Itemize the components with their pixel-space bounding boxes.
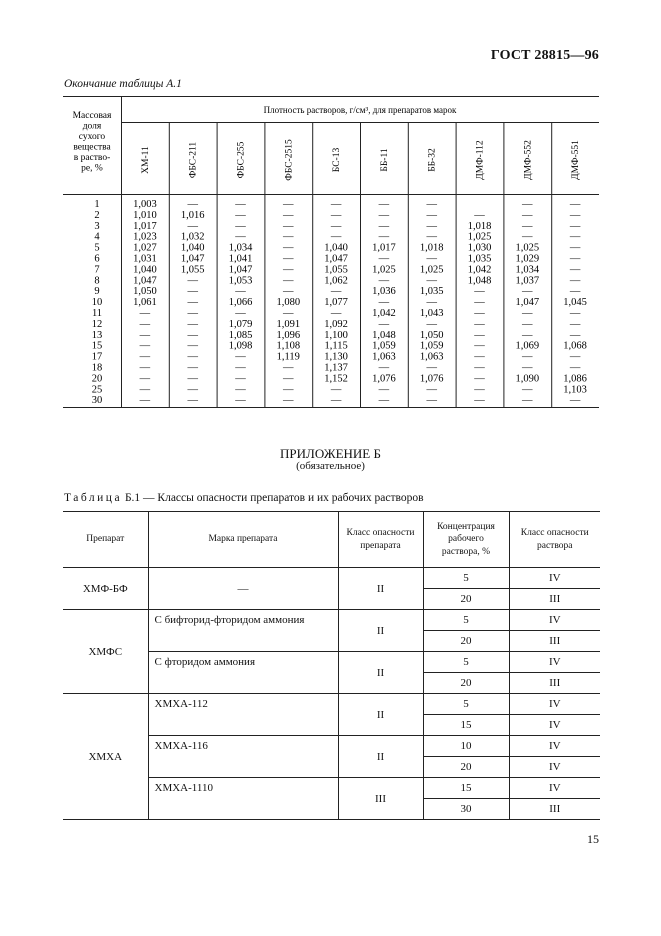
table-a1-value-cell: — xyxy=(187,199,198,210)
table-a1-value-cell: — xyxy=(569,253,581,265)
table-a1-value-cell: — xyxy=(378,220,390,232)
table-a1-concentration-cell: 30 xyxy=(91,395,103,407)
table-a1-value-cell: 1,023 xyxy=(133,231,157,243)
table-a1-value-cell: — xyxy=(283,264,294,276)
table-a1-value-cell: 1,055 xyxy=(180,264,205,276)
class-prep-cell: III xyxy=(338,778,423,820)
table-a1-value-cell: 1,036 xyxy=(372,286,396,298)
table-a1-concentration-cell: 13 xyxy=(91,329,103,341)
class-solution-cell: IV xyxy=(509,715,600,736)
table-a1-value-cell: 1,130 xyxy=(324,351,348,363)
class-solution-cell: III xyxy=(509,799,600,820)
table-a1-value-cell: — xyxy=(283,209,294,221)
table-a1-concentration-cell: 25 xyxy=(91,384,103,396)
table-a1-value-cell: — xyxy=(139,329,151,341)
table-a1-value-cell: 1,063 xyxy=(372,351,396,363)
table-a1-value-cell: — xyxy=(330,231,342,243)
table-a1-column-header: ДМФ-551 xyxy=(571,140,582,180)
table-a1-value-cell: 1,025 xyxy=(372,264,396,276)
table-row xyxy=(63,568,600,589)
table-a1-value-cell: 1,041 xyxy=(228,253,253,265)
table-a1-value-cell: — xyxy=(474,373,485,385)
table-a1-value-cell: — xyxy=(330,286,342,298)
table-a1-value-cell: — xyxy=(474,340,485,352)
table-a1-value-cell: — xyxy=(187,340,198,352)
table-a1-value-cell: — xyxy=(187,220,198,232)
table-a1-value-cell: — xyxy=(283,275,294,287)
table-a1-value-cell: — xyxy=(474,318,485,330)
table-a1-value-cell: — xyxy=(235,286,246,298)
table-a1-caption: Окончание таблицы А.1 xyxy=(64,78,182,90)
preparation-cell: ХМФ-БФ xyxy=(63,568,148,610)
table-a1-value-cell: — xyxy=(187,395,198,407)
table-a1-value-cell: 1,077 xyxy=(324,297,348,309)
table-a1-value-cell: — xyxy=(426,275,437,287)
table-a1-value-cell: — xyxy=(569,209,581,221)
table-a1-value-cell: 1,035 xyxy=(419,286,444,298)
table-a1-value-cell: 1,092 xyxy=(324,318,348,330)
table-a1-value-cell: — xyxy=(569,395,581,407)
table-b1-caption-text: Б.1 — Классы опасности препаратов и их рабочих растворов xyxy=(124,492,424,504)
header-preparation: Препарат xyxy=(63,512,148,568)
class-solution-cell: IV xyxy=(509,757,600,778)
table-a1-value-cell: 1,035 xyxy=(467,253,492,265)
table-a1-value-cell: 1,031 xyxy=(133,253,157,265)
table-a1-value-cell: — xyxy=(187,286,198,298)
table-b1-caption-prefix: Таблица xyxy=(64,492,123,504)
table-row xyxy=(63,610,600,631)
concentration-cell: 30 xyxy=(423,799,509,820)
table-a1-value-cell: 1,059 xyxy=(419,340,444,352)
table-a1-value-cell: — xyxy=(330,209,342,221)
table-a1-value-cell: 1,103 xyxy=(563,384,587,396)
concentration-cell: 5 xyxy=(423,652,509,673)
class-solution-cell: III xyxy=(509,631,600,652)
table-a1-value-cell: 1,062 xyxy=(324,275,348,287)
table-a1-value-cell: 1,040 xyxy=(180,242,205,254)
class-prep-cell: II xyxy=(338,736,423,778)
table-a1-concentration-cell: 15 xyxy=(91,340,103,352)
table-a1-value-cell: 1,061 xyxy=(133,297,157,309)
table-a1-value-cell: — xyxy=(569,308,581,319)
concentration-cell: 5 xyxy=(423,568,509,589)
table-a1-value-cell: 1,025 xyxy=(467,231,492,243)
table-a1-value-cell: 1,018 xyxy=(467,220,492,232)
table-a1-value-cell: 1,048 xyxy=(467,275,492,287)
table-a1-value-cell: — xyxy=(187,373,198,385)
table-a1-value-cell: 1,096 xyxy=(276,329,301,341)
brand-cell: ХМХА-1110 xyxy=(148,778,338,820)
appendix-title: ПРИЛОЖЕНИЕ Б xyxy=(280,446,381,461)
table-a1-value-cell: — xyxy=(139,384,151,396)
table-a1-column-header: ФБС-255 xyxy=(236,141,247,179)
table-a1-row-header-line: Массовая xyxy=(72,111,112,121)
table-a1-value-cell: — xyxy=(235,373,246,385)
table-a1-value-cell: — xyxy=(569,318,581,330)
brand-cell: С фторидом аммония xyxy=(148,652,338,694)
table-a1-value-cell: — xyxy=(569,351,581,363)
table-a1-value-cell: — xyxy=(569,329,581,341)
table-a1-column-header: ББ-11 xyxy=(379,148,390,172)
table-a1-value-cell: — xyxy=(187,329,198,341)
table-a1-concentration-cell: 4 xyxy=(94,231,100,243)
table-a1-value-cell: 1,086 xyxy=(563,373,587,385)
table-a1-value-cell: 1,040 xyxy=(133,264,157,276)
table-a1-value-cell: 1,076 xyxy=(419,373,444,385)
class-solution-cell: III xyxy=(509,589,600,610)
table-a1-value-cell: — xyxy=(522,209,533,221)
table-a1-row-header-line: в раство- xyxy=(73,153,111,163)
table-a1 xyxy=(63,96,599,408)
table-a1-value-cell: 1,090 xyxy=(515,373,540,385)
class-solution-cell: IV xyxy=(509,652,600,673)
table-a1-value-cell: 1,029 xyxy=(515,253,540,265)
table-a1-value-cell: — xyxy=(522,231,533,243)
brand-cell: ХМХА-116 xyxy=(148,736,338,778)
table-a1-value-cell: — xyxy=(187,384,198,396)
table-a1-value-cell: 1,066 xyxy=(228,297,253,309)
table-a1-value-cell: — xyxy=(235,220,246,232)
table-a1-value-cell: — xyxy=(378,362,390,374)
table-a1-value-cell: 1,137 xyxy=(324,362,348,374)
preparation-cell: ХМХА xyxy=(63,694,148,820)
class-prep-cell: II xyxy=(338,568,423,610)
header-class-prep: Класс опасности препарата xyxy=(338,512,423,568)
table-a1-value-cell: — xyxy=(426,209,437,221)
table-a1-value-cell: 1,048 xyxy=(372,329,396,341)
table-a1-value-cell: — xyxy=(378,199,390,210)
brand-cell: — xyxy=(148,568,338,610)
class-prep-cell: II xyxy=(338,610,423,652)
table-a1-value-cell: 1,055 xyxy=(324,264,348,276)
table-a1-value-cell: — xyxy=(522,362,533,374)
table-a1-value-cell: 1,069 xyxy=(515,340,540,352)
table-a1-value-cell: — xyxy=(330,308,342,319)
concentration-cell: 20 xyxy=(423,589,509,610)
table-a1-value-cell: 1,063 xyxy=(419,351,444,363)
table-a1-value-cell: 1,034 xyxy=(515,264,540,276)
table-a1-value-cell: — xyxy=(474,297,485,309)
table-a1-value-cell: 1,030 xyxy=(467,242,492,254)
table-a1-value-cell: 1,115 xyxy=(324,340,348,352)
table-a1-value-cell: 1,037 xyxy=(515,275,540,287)
table-a1-value-cell: — xyxy=(283,308,294,319)
table-a1-column-header: ББ-32 xyxy=(427,148,438,172)
table-a1-concentration-cell: 5 xyxy=(94,242,100,254)
table-a1-concentration-cell: 20 xyxy=(91,373,103,385)
table-a1-value-cell: 1,047 xyxy=(324,253,348,265)
table-a1-value-cell: — xyxy=(474,209,485,221)
class-solution-cell: IV xyxy=(509,694,600,715)
header-brand: Марка препарата xyxy=(148,512,338,568)
preparation-cell: ХМФС xyxy=(63,610,148,694)
table-a1-value-cell: — xyxy=(187,308,198,319)
table-a1-value-cell: 1,042 xyxy=(467,264,492,276)
table-a1-concentration-cell: 9 xyxy=(94,286,100,298)
table-a1-value-cell: — xyxy=(330,395,342,407)
table-a1-value-cell: — xyxy=(378,231,390,243)
table-a1-value-cell: — xyxy=(283,220,294,232)
table-a1-value-cell: — xyxy=(378,253,390,265)
table-a1-value-cell: 1,068 xyxy=(563,340,587,352)
table-a1-value-cell: — xyxy=(474,308,485,319)
table-a1-value-cell: 1,043 xyxy=(419,308,444,319)
table-a1-column-header: ФБС-2515 xyxy=(284,139,295,181)
concentration-cell: 5 xyxy=(423,610,509,631)
table-a1-column-header: ФБС-211 xyxy=(188,141,199,179)
table-a1-value-cell: 1,018 xyxy=(419,242,444,254)
table-a1-value-cell: — xyxy=(283,242,294,254)
table-a1-concentration-cell: 2 xyxy=(94,209,100,221)
table-a1-value-cell: — xyxy=(139,395,151,407)
table-a1-concentration-cell: 8 xyxy=(94,275,100,287)
table-a1-concentration-cell: 17 xyxy=(91,351,103,363)
table-b1 xyxy=(63,511,600,820)
table-a1-value-cell: — xyxy=(378,209,390,221)
table-a1-value-cell: — xyxy=(139,340,151,352)
table-a1-concentration-cell: 12 xyxy=(91,318,103,330)
table-row xyxy=(63,694,600,715)
table-b1-caption xyxy=(64,492,424,504)
table-a1-value-cell: — xyxy=(426,220,437,232)
table-a1-value-cell: 1,100 xyxy=(324,329,348,341)
table-a1-value-cell: — xyxy=(330,199,342,210)
table-a1-value-cell: — xyxy=(378,297,390,309)
page-number: 15 xyxy=(587,832,599,846)
class-prep-cell: II xyxy=(338,652,423,694)
table-a1-group-header: Плотность растворов, г/см³, для препаратов марок xyxy=(263,105,457,115)
table-a1-value-cell: — xyxy=(187,362,198,374)
table-a1-value-cell: 1,059 xyxy=(372,340,396,352)
table-a1-concentration-cell: 18 xyxy=(91,362,103,374)
concentration-cell: 15 xyxy=(423,715,509,736)
brand-cell: С бифторид-фторидом аммония xyxy=(148,610,338,652)
table-a1-value-cell: 1,027 xyxy=(133,242,157,254)
table-a1-value-cell: 1,047 xyxy=(133,275,157,287)
table-a1-value-cell: 1,047 xyxy=(515,297,540,309)
concentration-cell: 15 xyxy=(423,778,509,799)
table-a1-value-cell: — xyxy=(569,362,581,374)
table-a1-value-cell: 1,040 xyxy=(324,242,348,254)
table-a1-value-cell: — xyxy=(426,384,437,396)
class-solution-cell: IV xyxy=(509,736,600,757)
table-a1-value-cell: — xyxy=(139,373,151,385)
table-a1-value-cell: 1,053 xyxy=(228,275,253,287)
table-a1-value-cell: — xyxy=(426,318,437,330)
concentration-cell: 5 xyxy=(423,694,509,715)
table-a1-value-cell: — xyxy=(474,286,485,298)
table-a1-value-cell: 1,034 xyxy=(228,242,253,254)
table-a1-value-cell: 1,076 xyxy=(372,373,396,385)
table-a1-value-cell: 1,085 xyxy=(228,329,253,341)
table-a1-value-cell: 1,025 xyxy=(515,242,540,254)
table-a1-value-cell: — xyxy=(330,220,342,232)
table-a1-value-cell: — xyxy=(283,286,294,298)
table-a1-column-header: ХМ-11 xyxy=(140,146,151,174)
table-a1-value-cell: — xyxy=(283,362,294,374)
table-a1-value-cell: — xyxy=(522,199,533,210)
table-a1-value-cell: — xyxy=(569,231,581,243)
table-a1-value-cell: — xyxy=(426,253,437,265)
table-a1-row-header-line: вещества xyxy=(73,142,111,153)
table-a1-column-header: ДМФ-112 xyxy=(475,140,486,180)
table-a1-value-cell: — xyxy=(474,395,485,407)
table-a1-value-cell: — xyxy=(569,275,581,287)
table-a1-value-cell: 1,080 xyxy=(276,297,301,309)
table-a1-value-cell: 1,017 xyxy=(133,220,157,232)
table-a1-value-cell: — xyxy=(187,275,198,287)
table-a1-value-cell: — xyxy=(569,286,581,298)
table-a1-value-cell: — xyxy=(283,253,294,265)
concentration-cell: 20 xyxy=(423,757,509,778)
table-a1-value-cell: 1,108 xyxy=(276,340,301,352)
table-a1-value-cell: 1,050 xyxy=(133,286,157,298)
table-a1-value-cell: 1,017 xyxy=(372,242,396,254)
table-a1-value-cell: — xyxy=(522,329,533,341)
class-solution-cell: III xyxy=(509,673,600,694)
table-a1-value-cell: 1,047 xyxy=(180,253,205,265)
table-a1-value-cell: — xyxy=(378,318,390,330)
table-a1-value-cell: — xyxy=(235,308,246,319)
concentration-cell: 20 xyxy=(423,673,509,694)
table-a1-value-cell: — xyxy=(474,384,485,396)
table-a1-value-cell: — xyxy=(522,286,533,298)
table-a1-value-cell: — xyxy=(474,351,485,363)
table-a1-value-cell: 1,025 xyxy=(419,264,444,276)
table-a1-value-cell: — xyxy=(187,297,198,309)
table-a1-value-cell: — xyxy=(235,395,246,407)
table-a1-value-cell: — xyxy=(235,199,246,210)
header-class-solution: Класс опасности раствора xyxy=(509,512,600,568)
table-a1-value-cell: — xyxy=(522,395,533,407)
table-a1-value-cell: 1,042 xyxy=(372,308,396,319)
table-a1-value-cell: — xyxy=(235,209,246,221)
table-a1-value-cell: — xyxy=(378,275,390,287)
table-a1-value-cell: — xyxy=(378,384,390,396)
table-a1-value-cell: — xyxy=(235,231,246,243)
table-a1-row-header-line: сухого xyxy=(78,132,106,142)
table-a1-value-cell: 1,119 xyxy=(276,351,300,363)
table-a1-value-cell: — xyxy=(522,384,533,396)
table-a1-concentration-cell: 1 xyxy=(94,199,100,210)
table-a1-value-cell: 1,003 xyxy=(133,199,157,210)
table-a1-value-cell: — xyxy=(569,199,581,210)
table-a1-value-cell: — xyxy=(139,351,151,363)
table-a1-value-cell: — xyxy=(187,318,198,330)
table-a1-value-cell: — xyxy=(283,199,294,210)
table-a1-value-cell: — xyxy=(426,362,437,374)
class-solution-cell: IV xyxy=(509,568,600,589)
table-a1-row-header-line: доля xyxy=(82,121,102,132)
table-a1-value-cell: 1,047 xyxy=(228,264,253,276)
table-a1-value-cell: — xyxy=(187,351,198,363)
table-a1-value-cell: — xyxy=(569,220,581,232)
table-a1-value-cell: — xyxy=(139,308,151,319)
table-a1-row-header-line: ре, % xyxy=(81,163,103,174)
table-a1-value-cell: 1,032 xyxy=(180,231,205,243)
table-a1-value-cell: 1,091 xyxy=(276,318,301,330)
concentration-cell: 20 xyxy=(423,631,509,652)
table-a1-value-cell: — xyxy=(235,362,246,374)
header-concentration: Концентрация рабочего раствора, % xyxy=(423,512,509,568)
table-a1-grid xyxy=(63,96,599,408)
table-a1-value-cell: — xyxy=(283,395,294,407)
table-a1-value-cell: — xyxy=(426,231,437,243)
table-a1-value-cell: — xyxy=(522,308,533,319)
table-a1-concentration-cell: 11 xyxy=(91,308,103,319)
table-a1-value-cell: — xyxy=(569,264,581,276)
table-a1-value-cell: — xyxy=(474,329,485,341)
table-a1-value-cell: — xyxy=(283,373,294,385)
brand-cell: ХМХА-112 xyxy=(148,694,338,736)
table-a1-value-cell: — xyxy=(235,351,246,363)
table-a1-value-cell: — xyxy=(522,318,533,330)
table-a1-concentration-cell: 7 xyxy=(94,264,100,276)
table-a1-value-cell: — xyxy=(569,242,581,254)
table-a1-value-cell: — xyxy=(378,395,390,407)
table-a1-value-cell: 1,079 xyxy=(228,318,253,330)
table-a1-value-cell: — xyxy=(426,297,437,309)
table-a1-value-cell: — xyxy=(283,231,294,243)
table-a1-value-cell: — xyxy=(235,384,246,396)
class-solution-cell: IV xyxy=(509,610,600,631)
table-a1-value-cell: 1,098 xyxy=(228,340,253,352)
table-a1-value-cell: — xyxy=(283,384,294,396)
concentration-cell: 10 xyxy=(423,736,509,757)
class-prep-cell: II xyxy=(338,694,423,736)
table-a1-value-cell: — xyxy=(474,362,485,374)
table-a1-value-cell: 1,016 xyxy=(180,209,205,221)
class-solution-cell: IV xyxy=(509,778,600,799)
document-code: ГОСТ 28815—96 xyxy=(490,48,599,63)
table-a1-value-cell: — xyxy=(139,362,151,374)
table-a1-column-header: ДМФ-552 xyxy=(523,140,534,180)
table-a1-value-cell: — xyxy=(522,220,533,232)
table-a1-value-cell: 1,050 xyxy=(419,329,444,341)
table-a1-value-cell: — xyxy=(330,384,342,396)
table-a1-value-cell: — xyxy=(522,351,533,363)
table-a1-column-header: БС-13 xyxy=(332,147,343,173)
table-a1-value-cell: 1,152 xyxy=(324,373,348,385)
table-a1-value-cell: 1,045 xyxy=(563,297,587,309)
table-a1-value-cell: 1,010 xyxy=(133,209,157,221)
table-a1-value-cell: — xyxy=(139,318,151,330)
table-a1-value-cell: — xyxy=(426,395,437,407)
table-a1-concentration-cell: 6 xyxy=(94,253,100,265)
table-a1-concentration-cell: 3 xyxy=(94,220,100,232)
table-a1-concentration-cell: 10 xyxy=(91,297,103,309)
table-a1-value-cell: — xyxy=(426,199,437,210)
appendix-subtitle: (обязательное) xyxy=(296,460,365,472)
